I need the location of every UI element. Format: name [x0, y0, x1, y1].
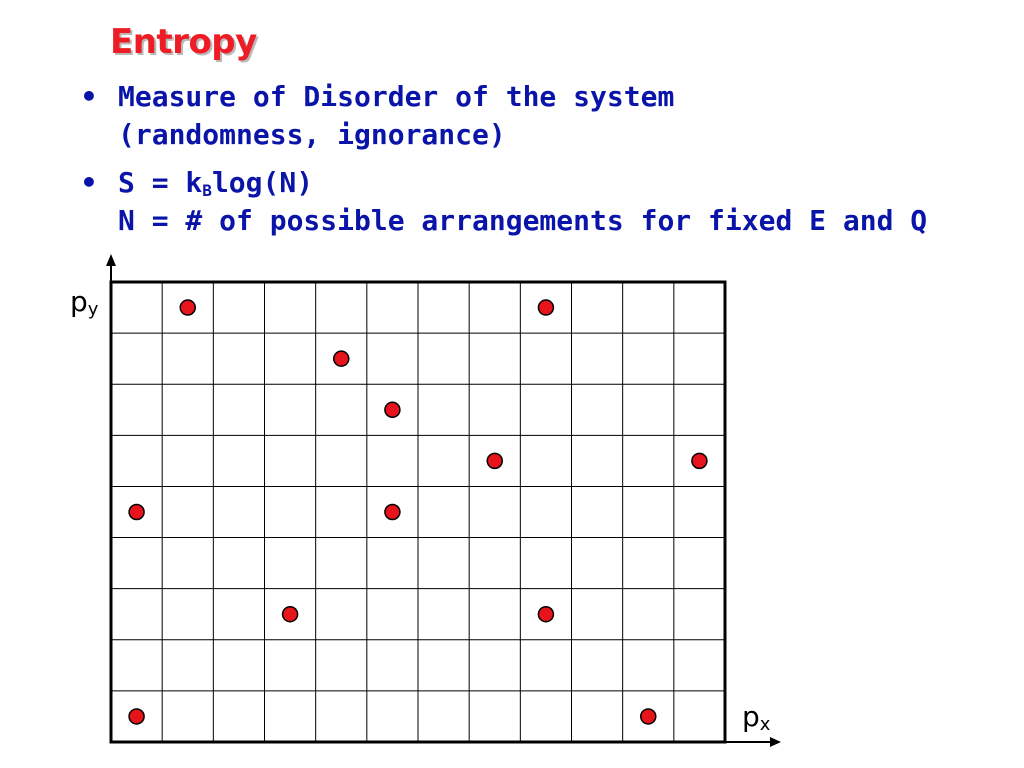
bullet-line: (randomness, ignorance)	[118, 118, 506, 151]
x-axis-label	[742, 700, 770, 733]
bullet-marker: •	[80, 80, 98, 113]
particle-dot	[487, 453, 502, 468]
particle-dot	[538, 607, 553, 622]
particle-dot	[385, 505, 400, 520]
equation-subscript: B	[202, 181, 212, 200]
x-axis-symbol: p	[742, 700, 760, 733]
grid-lines	[111, 282, 725, 742]
particle-dot	[692, 453, 707, 468]
bullet-line: N = # of possible arrangements for fixed E and Q	[118, 204, 928, 237]
y-axis-arrow	[106, 254, 116, 266]
x-axis-subscript: x	[759, 714, 771, 735]
axes	[106, 254, 781, 747]
particle-dot	[641, 709, 656, 724]
x-axis-arrow	[770, 737, 781, 747]
bullet-marker: •	[80, 166, 98, 199]
particle-dot	[129, 505, 144, 520]
slide-title: Entropy	[110, 22, 257, 62]
particle-dot	[283, 607, 298, 622]
bullet-line: Measure of Disorder of the system	[118, 80, 675, 113]
particle-dot	[538, 300, 553, 315]
equation-prefix: S = k	[118, 166, 203, 199]
particle-dot	[385, 402, 400, 417]
equation-suffix: log(N)	[211, 166, 314, 199]
particle-dot	[334, 351, 349, 366]
y-axis-subscript: y	[87, 299, 99, 320]
y-axis-label	[70, 285, 98, 318]
particle-dot	[129, 709, 144, 724]
particle-dot	[180, 300, 195, 315]
y-axis-symbol: p	[70, 285, 88, 318]
